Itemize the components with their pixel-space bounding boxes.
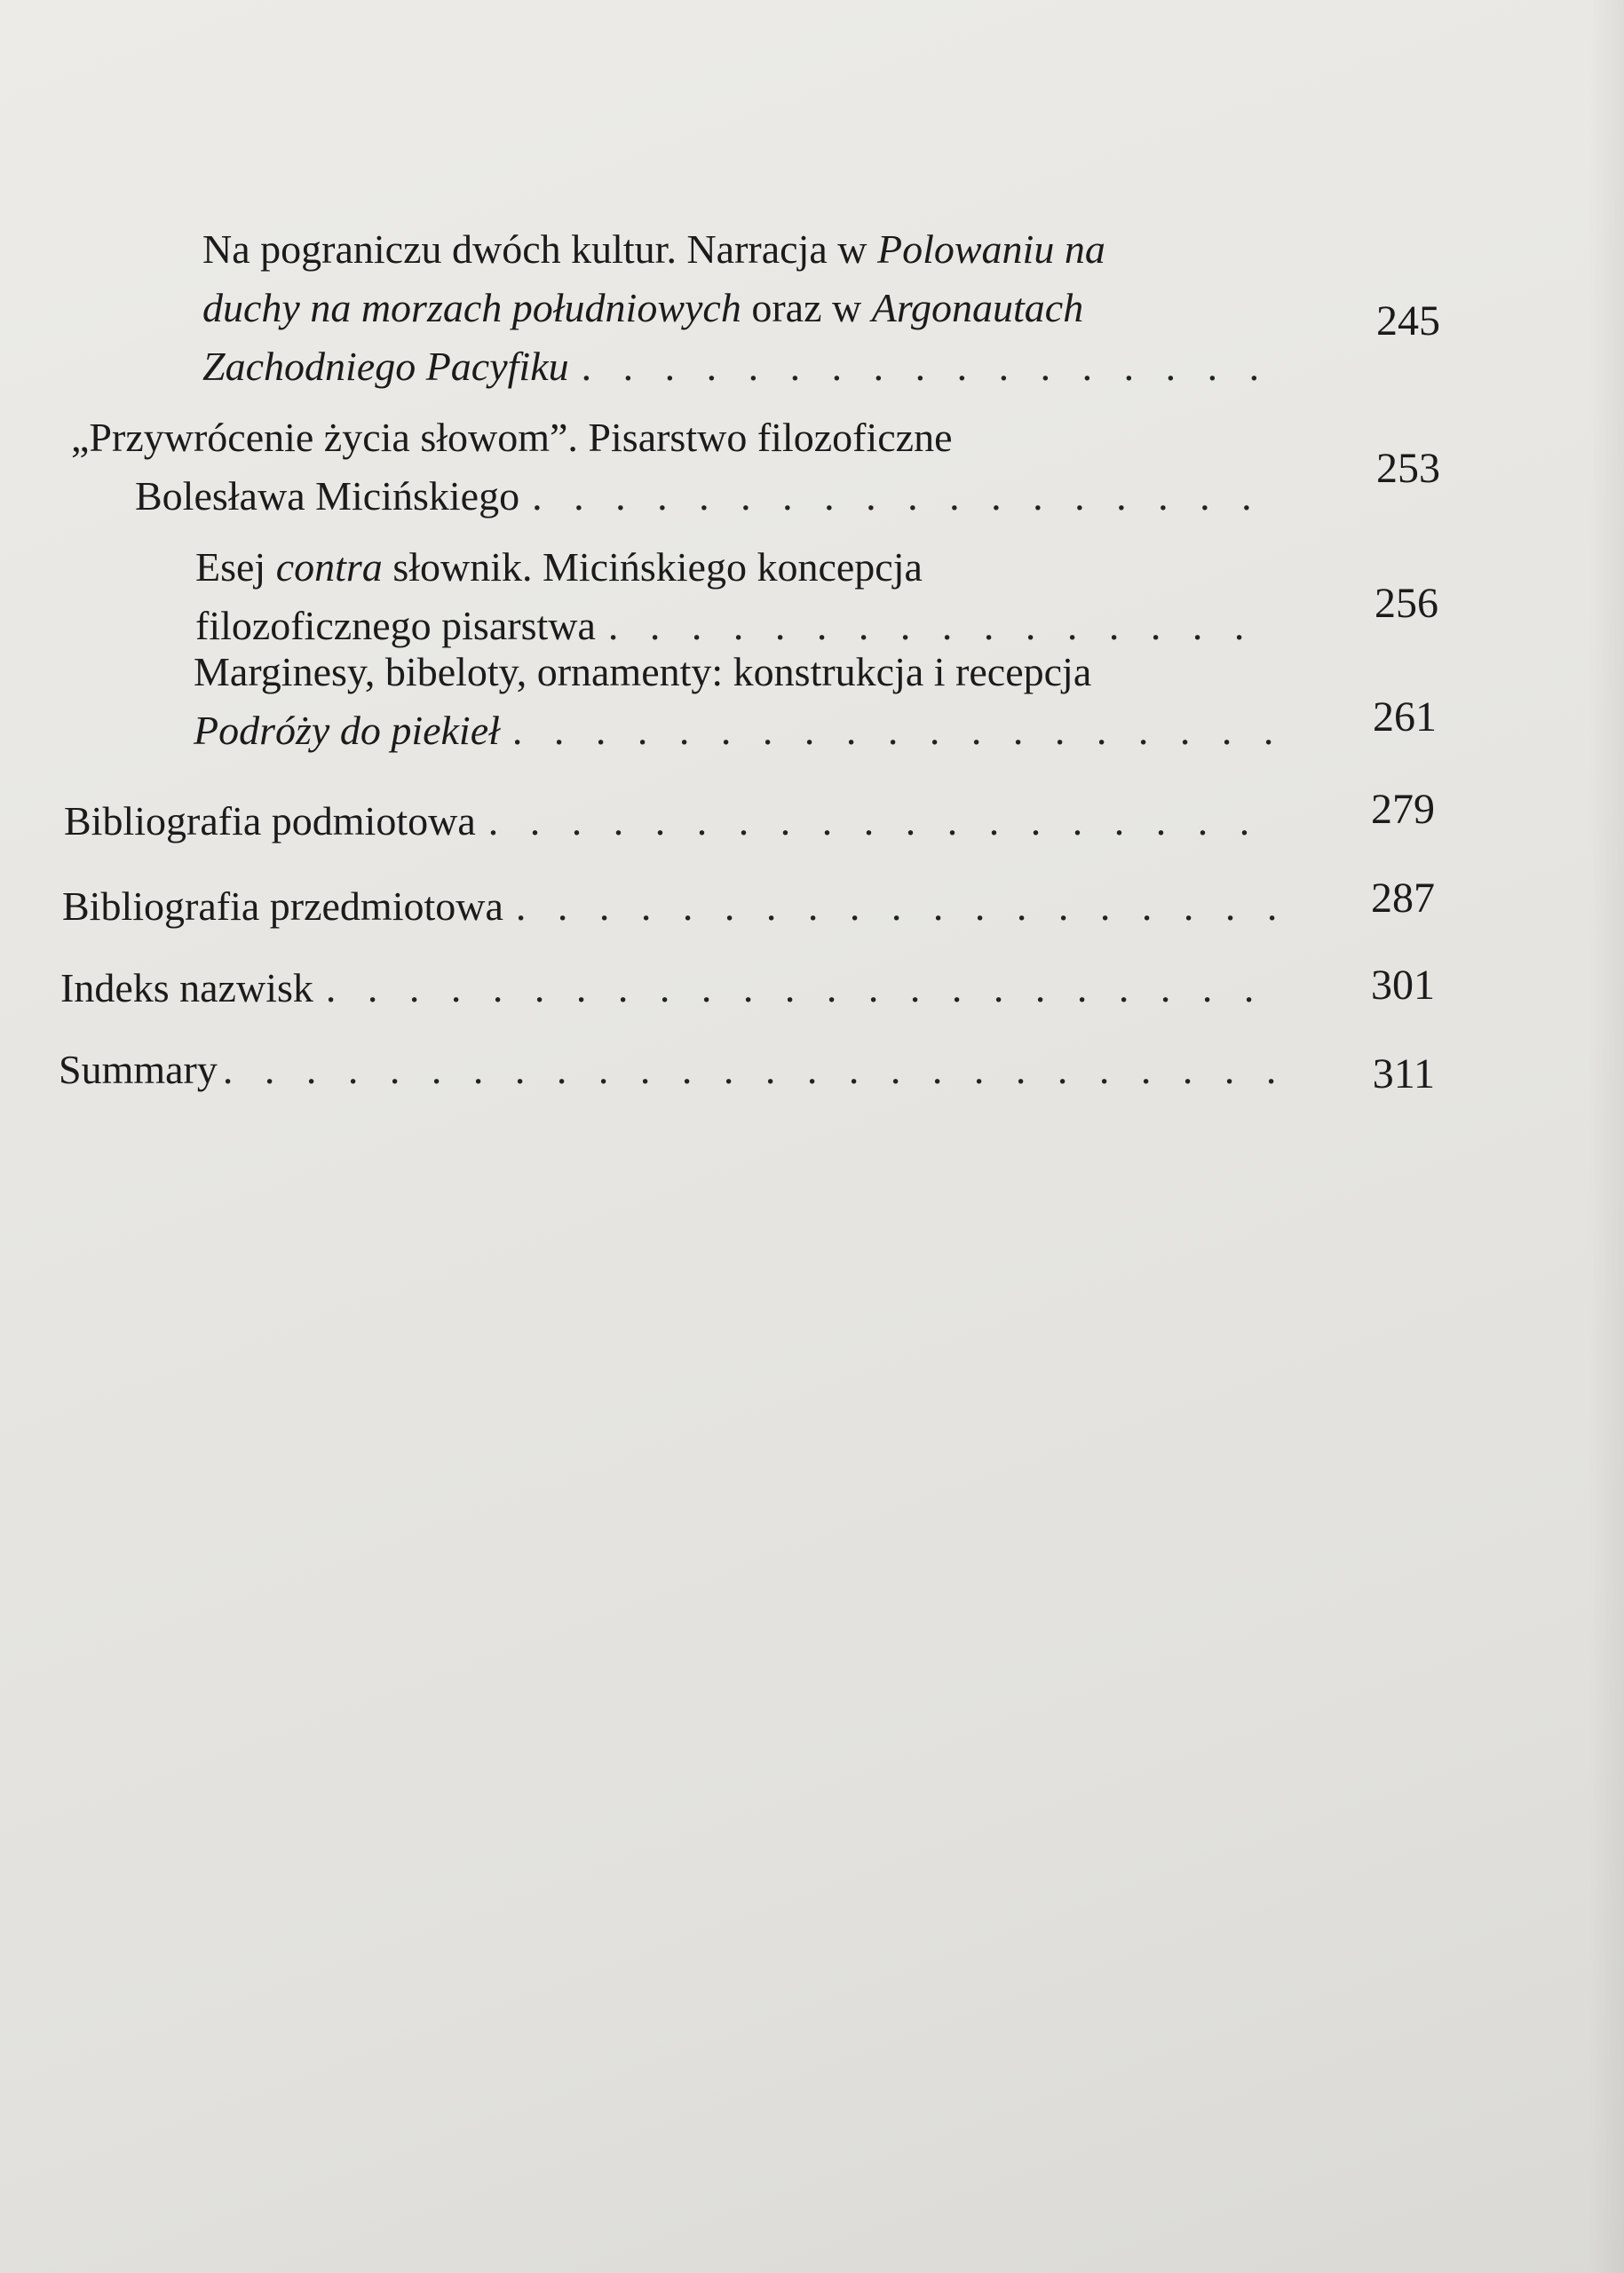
page-number: 311 [1372, 1050, 1435, 1097]
toc-entry [195, 538, 1277, 655]
toc-entry [60, 959, 1277, 1018]
toc-entry [202, 220, 1277, 396]
toc-entry [64, 792, 1277, 851]
toc-entry-line: filozoficznego pisarstwa . . . [195, 597, 1277, 655]
toc-entry-line: Bibliografia przedmiotowa . . . [62, 877, 1277, 936]
page-number: 287 [1371, 875, 1435, 922]
toc-entry [62, 877, 1277, 936]
toc-entry [71, 408, 1277, 526]
dot-leader [512, 701, 1277, 760]
toc-entry-line: duchy na morzach południowych oraz w Argonautach [202, 285, 1084, 330]
dot-leader [516, 877, 1277, 936]
page-number: 256 [1374, 580, 1438, 627]
toc-entry-line: Na pograniczu dwóch kultur. Narracja w Polowaniu na [202, 226, 1105, 272]
toc-entry-line [194, 701, 1277, 760]
toc-entry-line: Bolesława Micińskiego . . . [71, 467, 1277, 526]
page-number: 253 [1376, 445, 1440, 492]
toc-entry [194, 643, 1277, 760]
dot-leader [532, 467, 1277, 526]
toc-entry-italic: contra [275, 544, 383, 590]
dot-leader [326, 959, 1277, 1018]
page-number: 261 [1373, 693, 1437, 741]
toc-entry-line: Esej contra słownik. Micińskiego koncepcja [195, 544, 923, 590]
toc-entry-line: Summary . . . [59, 1041, 1277, 1099]
toc-entry-italic: Podróży do piekieł [194, 708, 500, 753]
toc-entry-line: Indeks nazwisk . . . [60, 959, 1277, 1018]
toc-entry-line [202, 337, 1277, 396]
page-number: 245 [1376, 297, 1440, 345]
toc-entry-italic: duchy na morzach południowych [202, 285, 741, 330]
toc-entry-italic: Argonautach [871, 285, 1084, 330]
toc-entry-italic: Zachodniego Pacyfiku [202, 344, 569, 389]
dot-leader [582, 337, 1277, 396]
toc-entry-line: „Przywrócenie życia słowom”. Pisarstwo filozoficzne [71, 415, 953, 460]
dot-leader [488, 792, 1277, 851]
page-number: 279 [1371, 786, 1435, 833]
toc-entry-italic: Polowaniu na [877, 226, 1105, 272]
toc-entry-line: Bibliografia podmiotowa . . . [64, 792, 1277, 851]
toc-entry [59, 1041, 1277, 1099]
page-number: 301 [1371, 962, 1435, 1009]
dot-leader [223, 1041, 1277, 1099]
toc-entry-line: Marginesy, bibeloty, ornamenty: konstrukcja i recepcja [194, 649, 1092, 694]
